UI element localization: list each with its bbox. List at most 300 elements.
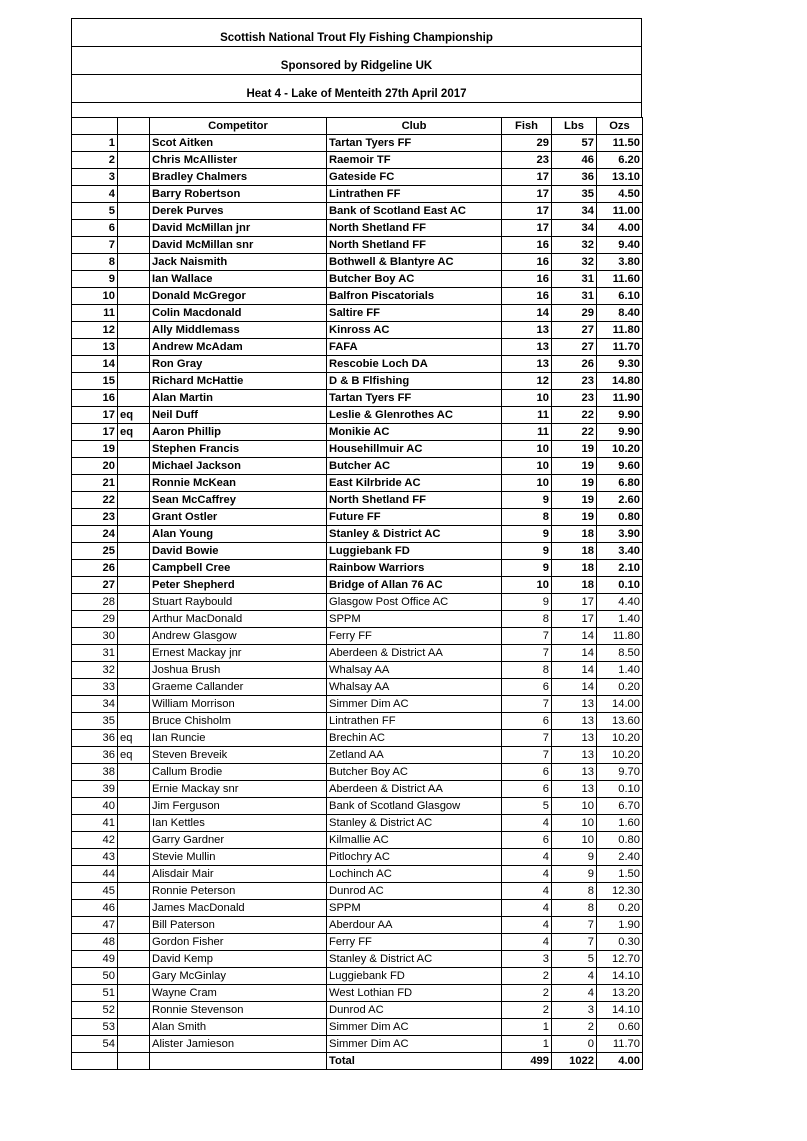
club-cell: Stanley & District AC xyxy=(327,815,502,832)
position-cell: 39 xyxy=(72,781,118,798)
total-blank-pos xyxy=(72,1053,118,1070)
competitor-cell: Ernest Mackay jnr xyxy=(150,645,327,662)
table-row xyxy=(72,356,643,373)
tie-marker-cell xyxy=(118,1019,150,1036)
position-cell: 7 xyxy=(72,237,118,254)
fish-header: Fish xyxy=(502,118,552,135)
club-cell: Bridge of Allan 76 AC xyxy=(327,577,502,594)
position-cell: 40 xyxy=(72,798,118,815)
fish-cell: 13 xyxy=(502,322,552,339)
competitor-cell: Alan Smith xyxy=(150,1019,327,1036)
tie-marker-cell xyxy=(118,271,150,288)
club-cell: Dunrod AC xyxy=(327,883,502,900)
table-row xyxy=(72,1036,643,1053)
club-cell: Luggiebank FD xyxy=(327,968,502,985)
fish-cell: 6 xyxy=(502,679,552,696)
position-cell: 34 xyxy=(72,696,118,713)
tie-marker-cell xyxy=(118,441,150,458)
tie-marker-cell xyxy=(118,611,150,628)
competitor-cell: Alister Jamieson xyxy=(150,1036,327,1053)
tie-marker-cell xyxy=(118,628,150,645)
total-label: Total xyxy=(327,1053,502,1070)
lbs-cell: 34 xyxy=(552,220,597,237)
lbs-cell: 22 xyxy=(552,424,597,441)
ozs-header: Ozs xyxy=(597,118,643,135)
table-row xyxy=(72,152,643,169)
ozs-cell: 11.00 xyxy=(597,203,643,220)
club-cell: Kinross AC xyxy=(327,322,502,339)
fish-cell: 17 xyxy=(502,203,552,220)
ozs-cell: 1.50 xyxy=(597,866,643,883)
competitor-cell: David McMillan snr xyxy=(150,237,327,254)
club-cell: SPPM xyxy=(327,611,502,628)
position-cell: 12 xyxy=(72,322,118,339)
position-cell: 5 xyxy=(72,203,118,220)
fish-cell: 4 xyxy=(502,917,552,934)
tie-marker-cell xyxy=(118,798,150,815)
club-cell: Rescobie Loch DA xyxy=(327,356,502,373)
competitor-cell: Donald McGregor xyxy=(150,288,327,305)
competitor-cell: Garry Gardner xyxy=(150,832,327,849)
table-row xyxy=(72,220,643,237)
ozs-cell: 0.80 xyxy=(597,509,643,526)
fish-cell: 1 xyxy=(502,1036,552,1053)
lbs-cell: 10 xyxy=(552,798,597,815)
lbs-cell: 9 xyxy=(552,849,597,866)
club-header: Club xyxy=(327,118,502,135)
table-row xyxy=(72,968,643,985)
ozs-cell: 0.10 xyxy=(597,781,643,798)
lbs-cell: 46 xyxy=(552,152,597,169)
tie-marker-cell xyxy=(118,781,150,798)
position-cell: 22 xyxy=(72,492,118,509)
table-row xyxy=(72,747,643,764)
lbs-cell: 14 xyxy=(552,662,597,679)
tie-marker-cell: eq xyxy=(118,424,150,441)
club-cell: Bank of Scotland East AC xyxy=(327,203,502,220)
table-row xyxy=(72,764,643,781)
competitor-cell: Wayne Cram xyxy=(150,985,327,1002)
lbs-cell: 10 xyxy=(552,832,597,849)
tie-marker-cell xyxy=(118,900,150,917)
lbs-cell: 13 xyxy=(552,730,597,747)
fish-cell: 9 xyxy=(502,560,552,577)
lbs-cell: 17 xyxy=(552,611,597,628)
competitor-cell: Campbell Cree xyxy=(150,560,327,577)
table-row xyxy=(72,135,643,152)
position-cell: 45 xyxy=(72,883,118,900)
position-cell: 2 xyxy=(72,152,118,169)
ozs-cell: 1.40 xyxy=(597,662,643,679)
fish-cell: 16 xyxy=(502,288,552,305)
position-cell: 47 xyxy=(72,917,118,934)
fish-cell: 4 xyxy=(502,900,552,917)
results-table xyxy=(71,117,643,1070)
lbs-cell: 4 xyxy=(552,985,597,1002)
ozs-cell: 9.90 xyxy=(597,424,643,441)
club-cell: Stanley & District AC xyxy=(327,526,502,543)
total-fish: 499 xyxy=(502,1053,552,1070)
position-cell: 29 xyxy=(72,611,118,628)
table-row xyxy=(72,1002,643,1019)
ozs-cell: 1.90 xyxy=(597,917,643,934)
competitor-cell: Alan Young xyxy=(150,526,327,543)
total-ozs: 4.00 xyxy=(597,1053,643,1070)
tie-marker-cell xyxy=(118,458,150,475)
competitor-cell: Barry Robertson xyxy=(150,186,327,203)
ozs-cell: 2.60 xyxy=(597,492,643,509)
position-cell: 26 xyxy=(72,560,118,577)
fish-cell: 9 xyxy=(502,594,552,611)
table-row xyxy=(72,781,643,798)
position-cell: 21 xyxy=(72,475,118,492)
ozs-cell: 11.60 xyxy=(597,271,643,288)
position-cell: 35 xyxy=(72,713,118,730)
table-row xyxy=(72,560,643,577)
fish-cell: 16 xyxy=(502,254,552,271)
club-cell: Ferry FF xyxy=(327,934,502,951)
position-cell: 8 xyxy=(72,254,118,271)
fish-cell: 2 xyxy=(502,968,552,985)
lbs-cell: 3 xyxy=(552,1002,597,1019)
lbs-cell: 13 xyxy=(552,696,597,713)
table-row xyxy=(72,237,643,254)
lbs-cell: 19 xyxy=(552,441,597,458)
competitor-cell: Ally Middlemass xyxy=(150,322,327,339)
fish-cell: 10 xyxy=(502,441,552,458)
club-cell: North Shetland FF xyxy=(327,492,502,509)
lbs-cell: 27 xyxy=(552,322,597,339)
ozs-cell: 6.80 xyxy=(597,475,643,492)
fish-cell: 10 xyxy=(502,390,552,407)
club-cell: North Shetland FF xyxy=(327,220,502,237)
ozs-cell: 10.20 xyxy=(597,747,643,764)
competitor-cell: Stephen Francis xyxy=(150,441,327,458)
position-cell: 53 xyxy=(72,1019,118,1036)
fish-cell: 7 xyxy=(502,747,552,764)
table-row xyxy=(72,305,643,322)
tie-marker-cell xyxy=(118,390,150,407)
ozs-cell: 4.00 xyxy=(597,220,643,237)
table-row xyxy=(72,492,643,509)
competitor-cell: Ronnie Peterson xyxy=(150,883,327,900)
ozs-cell: 1.40 xyxy=(597,611,643,628)
position-cell: 23 xyxy=(72,509,118,526)
tie-marker-cell xyxy=(118,917,150,934)
club-cell: Ferry FF xyxy=(327,628,502,645)
lbs-cell: 4 xyxy=(552,968,597,985)
club-cell: Luggiebank FD xyxy=(327,543,502,560)
competitor-cell: David Kemp xyxy=(150,951,327,968)
lbs-cell: 8 xyxy=(552,883,597,900)
lbs-cell: 19 xyxy=(552,492,597,509)
column-header-row xyxy=(72,118,643,135)
table-row xyxy=(72,288,643,305)
position-cell: 11 xyxy=(72,305,118,322)
tie-marker-cell xyxy=(118,832,150,849)
club-cell: Aberdour AA xyxy=(327,917,502,934)
ozs-cell: 9.60 xyxy=(597,458,643,475)
fish-cell: 10 xyxy=(502,458,552,475)
tie-marker-cell xyxy=(118,594,150,611)
fish-cell: 3 xyxy=(502,951,552,968)
lbs-cell: 14 xyxy=(552,628,597,645)
fish-cell: 11 xyxy=(502,407,552,424)
position-cell: 1 xyxy=(72,135,118,152)
club-cell: Tartan Tyers FF xyxy=(327,135,502,152)
position-cell: 28 xyxy=(72,594,118,611)
total-blank-name xyxy=(150,1053,327,1070)
position-cell: 10 xyxy=(72,288,118,305)
tie-marker-cell xyxy=(118,152,150,169)
lbs-cell: 13 xyxy=(552,713,597,730)
fish-cell: 7 xyxy=(502,628,552,645)
tie-marker-cell xyxy=(118,764,150,781)
table-row xyxy=(72,951,643,968)
position-cell: 48 xyxy=(72,934,118,951)
ozs-cell: 11.90 xyxy=(597,390,643,407)
club-cell: Tartan Tyers FF xyxy=(327,390,502,407)
table-row xyxy=(72,424,643,441)
position-cell: 3 xyxy=(72,169,118,186)
competitor-header: Competitor xyxy=(150,118,327,135)
competitor-cell: Ernie Mackay snr xyxy=(150,781,327,798)
competitor-cell: David McMillan jnr xyxy=(150,220,327,237)
lbs-cell: 27 xyxy=(552,339,597,356)
fish-cell: 2 xyxy=(502,985,552,1002)
lbs-cell: 19 xyxy=(552,458,597,475)
club-cell: SPPM xyxy=(327,900,502,917)
lbs-cell: 0 xyxy=(552,1036,597,1053)
club-cell: Butcher Boy AC xyxy=(327,764,502,781)
position-cell: 25 xyxy=(72,543,118,560)
competitor-cell: Jim Ferguson xyxy=(150,798,327,815)
fish-cell: 10 xyxy=(502,577,552,594)
lbs-cell: 23 xyxy=(552,390,597,407)
tie-marker-cell xyxy=(118,934,150,951)
position-cell: 50 xyxy=(72,968,118,985)
tie-marker-cell xyxy=(118,985,150,1002)
position-cell: 17 xyxy=(72,424,118,441)
competitor-cell: Ronnie Stevenson xyxy=(150,1002,327,1019)
fish-cell: 29 xyxy=(502,135,552,152)
fish-cell: 10 xyxy=(502,475,552,492)
tie-marker-cell xyxy=(118,509,150,526)
competitor-cell: Gordon Fisher xyxy=(150,934,327,951)
club-cell: North Shetland FF xyxy=(327,237,502,254)
fish-cell: 4 xyxy=(502,815,552,832)
fish-cell: 6 xyxy=(502,781,552,798)
fish-cell: 7 xyxy=(502,696,552,713)
table-row xyxy=(72,645,643,662)
ozs-cell: 14.10 xyxy=(597,1002,643,1019)
fish-cell: 16 xyxy=(502,271,552,288)
competitor-cell: Chris McAllister xyxy=(150,152,327,169)
table-row xyxy=(72,373,643,390)
table-row xyxy=(72,390,643,407)
table-row xyxy=(72,883,643,900)
competitor-cell: Ian Wallace xyxy=(150,271,327,288)
competitor-cell: Aaron Phillip xyxy=(150,424,327,441)
table-row xyxy=(72,322,643,339)
ozs-cell: 11.70 xyxy=(597,1036,643,1053)
competitor-cell: Bradley Chalmers xyxy=(150,169,327,186)
tie-marker-cell xyxy=(118,662,150,679)
lbs-cell: 26 xyxy=(552,356,597,373)
position-cell: 31 xyxy=(72,645,118,662)
club-cell: Househillmuir AC xyxy=(327,441,502,458)
table-row xyxy=(72,866,643,883)
position-cell: 15 xyxy=(72,373,118,390)
position-cell: 13 xyxy=(72,339,118,356)
tie-marker-cell xyxy=(118,815,150,832)
fish-cell: 9 xyxy=(502,526,552,543)
club-cell: East Kilrbride AC xyxy=(327,475,502,492)
table-row xyxy=(72,509,643,526)
position-cell: 51 xyxy=(72,985,118,1002)
tie-marker-cell xyxy=(118,883,150,900)
ozs-cell: 13.20 xyxy=(597,985,643,1002)
tie-marker-cell xyxy=(118,560,150,577)
competitor-cell: Alisdair Mair xyxy=(150,866,327,883)
fish-cell: 13 xyxy=(502,356,552,373)
tie-marker-cell xyxy=(118,186,150,203)
club-cell: Stanley & District AC xyxy=(327,951,502,968)
lbs-cell: 19 xyxy=(552,509,597,526)
table-row xyxy=(72,815,643,832)
position-cell: 36 xyxy=(72,747,118,764)
ozs-cell: 14.00 xyxy=(597,696,643,713)
tie-marker-cell xyxy=(118,577,150,594)
ozs-cell: 14.80 xyxy=(597,373,643,390)
tie-marker-cell xyxy=(118,968,150,985)
competitor-cell: Andrew McAdam xyxy=(150,339,327,356)
fish-cell: 6 xyxy=(502,713,552,730)
tie-marker-cell xyxy=(118,322,150,339)
tie-marker-cell xyxy=(118,543,150,560)
club-cell: Butcher Boy AC xyxy=(327,271,502,288)
competitor-cell: Bill Paterson xyxy=(150,917,327,934)
position-cell: 16 xyxy=(72,390,118,407)
ozs-cell: 6.10 xyxy=(597,288,643,305)
lbs-cell: 31 xyxy=(552,288,597,305)
competitor-cell: Scot Aitken xyxy=(150,135,327,152)
competitor-cell: William Morrison xyxy=(150,696,327,713)
position-cell: 24 xyxy=(72,526,118,543)
club-cell: Simmer Dim AC xyxy=(327,1019,502,1036)
lbs-cell: 7 xyxy=(552,917,597,934)
lbs-cell: 36 xyxy=(552,169,597,186)
lbs-cell: 32 xyxy=(552,237,597,254)
ozs-cell: 14.10 xyxy=(597,968,643,985)
competitor-cell: Michael Jackson xyxy=(150,458,327,475)
lbs-cell: 13 xyxy=(552,781,597,798)
table-row xyxy=(72,917,643,934)
table-row xyxy=(72,441,643,458)
competitor-cell: Stuart Raybould xyxy=(150,594,327,611)
fish-cell: 4 xyxy=(502,866,552,883)
table-row xyxy=(72,985,643,1002)
competitor-cell: Steven Breveik xyxy=(150,747,327,764)
competitor-cell: Jack Naismith xyxy=(150,254,327,271)
position-cell: 19 xyxy=(72,441,118,458)
ozs-cell: 9.40 xyxy=(597,237,643,254)
fish-cell: 12 xyxy=(502,373,552,390)
lbs-cell: 34 xyxy=(552,203,597,220)
club-cell: Future FF xyxy=(327,509,502,526)
club-cell: D & B Flfishing xyxy=(327,373,502,390)
lbs-cell: 5 xyxy=(552,951,597,968)
tie-marker-cell xyxy=(118,169,150,186)
table-row xyxy=(72,339,643,356)
ozs-cell: 11.80 xyxy=(597,628,643,645)
tie-marker-cell xyxy=(118,1036,150,1053)
tie-marker-cell xyxy=(118,356,150,373)
club-cell: Bank of Scotland Glasgow xyxy=(327,798,502,815)
table-row xyxy=(72,679,643,696)
table-row xyxy=(72,934,643,951)
ozs-cell: 1.60 xyxy=(597,815,643,832)
table-row xyxy=(72,475,643,492)
club-cell: Raemoir TF xyxy=(327,152,502,169)
table-row xyxy=(72,254,643,271)
club-cell: Aberdeen & District AA xyxy=(327,645,502,662)
ozs-cell: 3.80 xyxy=(597,254,643,271)
club-cell: Whalsay AA xyxy=(327,679,502,696)
club-cell: Glasgow Post Office AC xyxy=(327,594,502,611)
lbs-cell: 19 xyxy=(552,475,597,492)
competitor-cell: Ron Gray xyxy=(150,356,327,373)
total-blank-eq xyxy=(118,1053,150,1070)
position-cell: 52 xyxy=(72,1002,118,1019)
fish-cell: 9 xyxy=(502,492,552,509)
competitor-cell: Ian Runcie xyxy=(150,730,327,747)
position-cell: 49 xyxy=(72,951,118,968)
competitor-cell: Bruce Chisholm xyxy=(150,713,327,730)
tie-marker-cell xyxy=(118,645,150,662)
fish-cell: 8 xyxy=(502,662,552,679)
table-row xyxy=(72,594,643,611)
competitor-cell: Richard McHattie xyxy=(150,373,327,390)
fish-cell: 16 xyxy=(502,237,552,254)
position-cell: 27 xyxy=(72,577,118,594)
ozs-cell: 0.30 xyxy=(597,934,643,951)
lbs-cell: 2 xyxy=(552,1019,597,1036)
table-row xyxy=(72,832,643,849)
tie-marker-cell xyxy=(118,339,150,356)
table-row xyxy=(72,730,643,747)
competitor-cell: Graeme Callander xyxy=(150,679,327,696)
fish-cell: 1 xyxy=(502,1019,552,1036)
lbs-cell: 9 xyxy=(552,866,597,883)
lbs-cell: 13 xyxy=(552,764,597,781)
ozs-cell: 9.30 xyxy=(597,356,643,373)
fish-cell: 4 xyxy=(502,883,552,900)
position-cell: 4 xyxy=(72,186,118,203)
ozs-cell: 12.70 xyxy=(597,951,643,968)
tie-marker-cell xyxy=(118,526,150,543)
tie-marker-cell xyxy=(118,696,150,713)
position-cell: 20 xyxy=(72,458,118,475)
competitor-cell: James MacDonald xyxy=(150,900,327,917)
position-cell: 44 xyxy=(72,866,118,883)
competitor-cell: Colin Macdonald xyxy=(150,305,327,322)
tie-marker-cell xyxy=(118,305,150,322)
lbs-cell: 13 xyxy=(552,747,597,764)
club-cell: Whalsay AA xyxy=(327,662,502,679)
tie-marker-cell xyxy=(118,866,150,883)
ozs-cell: 13.10 xyxy=(597,169,643,186)
